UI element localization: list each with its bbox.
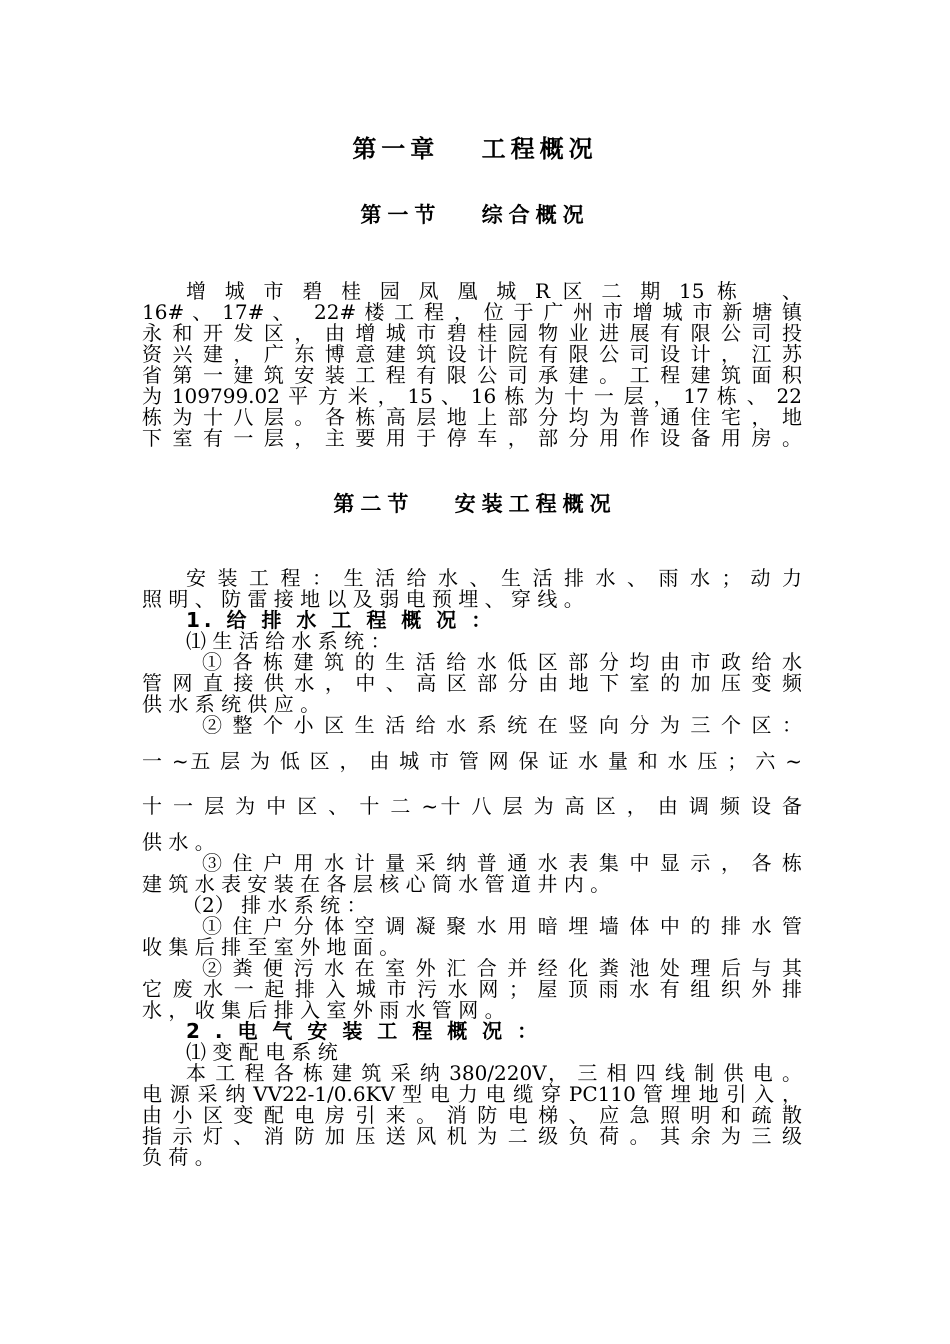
text-line: 指 示 灯 、 消 防 加 压 送 风 机 为 二 级 负 荷 。 其 余 为 三 级 — [142, 1124, 802, 1148]
drainage-heading: （2） 排 水 系 统 ： — [182, 893, 367, 917]
text-line: 负 荷 。 — [142, 1145, 215, 1169]
section-1-title: 第一节 综合概况 — [360, 203, 590, 227]
text-line: 收 集 后 排 至 室 外 地 面 。 — [142, 935, 400, 959]
text-line: ① 住 户 分 体 空 调 凝 聚 水 用 暗 埋 墙 体 中 的 排 水 管 — [202, 914, 802, 938]
text-line: 管 网 直 接 供 水 ， 中 、 高 区 部 分 由 地 下 室 的 加 压 变 频 — [142, 671, 802, 695]
section-2-body — [142, 568, 802, 1168]
text-line: 电 源 采 纳 VV22-1/0.6KV 型 电 力 电 缆 穿 PC110 管 埋 地 引 入 ， — [142, 1082, 802, 1106]
text-line: 安 装 工 程 ： 生 活 给 水 、 生 活 排 水 、 雨 水 ； 动 力 — [186, 566, 802, 590]
power-heading: ⑴ 变 配 电 系 统 — [186, 1040, 338, 1064]
text-line: 水 ， 收 集 后 排 入 室 外 雨 水 管 网 。 — [142, 998, 505, 1022]
text-line: 资 兴 建 ， 广 东 博 意 建 筑 设 计 院 有 限 公 司 设 计 ， 江 苏 — [142, 342, 802, 366]
text-line: 照 明 、 防 雷 接 地 以 及 弱 电 预 埋 、 穿 线 。 — [142, 587, 584, 611]
text-line: 增 城 市 碧 桂 园 凤 凰 城 R 区 二 期 15 栋 、 — [186, 279, 802, 303]
text-line: 永 和 开 发 区 ， 由 增 城 市 碧 桂 园 物 业 进 展 有 限 公 司 投 — [142, 321, 802, 345]
text-line: 十 一 层 为 中 区 、 十 二 ~十 八 层 为 高 区 ， 由 调 频 设 备 — [142, 794, 802, 818]
section-1-body — [142, 281, 802, 449]
water-heading: 1. 给 排 水 工 程 概 况 ： — [186, 608, 496, 632]
text-line: ① 各 栋 建 筑 的 生 活 给 水 低 区 部 分 均 由 市 政 给 水 — [202, 650, 802, 674]
water-supply-heading: ⑴ 生 活 给 水 系 统 ： — [186, 629, 391, 653]
text-line: 为 109799.02 平 方 米 ， 15 、 16 栋 为 十 一 层 ， 17 栋 、 22 — [142, 384, 802, 408]
text-line: 一 ~五 层 为 低 区 ， 由 城 市 管 网 保 证 水 量 和 水 压 ； 六 ~ — [142, 749, 802, 773]
text-line: 建 筑 水 表 安 装 在 各 层 核 心 筒 水 管 道 井 内 。 — [142, 872, 611, 896]
text-line: 它 废 水 一 起 排 入 城 市 污 水 网 ； 屋 顶 雨 水 有 组 织 外 排 — [142, 977, 802, 1001]
text-line: 由 小 区 变 配 电 房 引 来 。 消 防 电 梯 、 应 急 照 明 和 疏 散 — [142, 1103, 802, 1127]
text-line: ② 粪 便 污 水 在 室 外 汇 合 并 经 化 粪 池 处 理 后 与 其 — [202, 956, 802, 980]
text-line: ③ 住 户 用 水 计 量 采 纳 普 通 水 表 集 中 显 示 ， 各 栋 — [202, 851, 802, 875]
text-line: 供 水 。 — [142, 830, 215, 854]
chapter-title: 第一章 工程概况 — [352, 135, 598, 163]
text-line: 省 第 一 建 筑 安 装 工 程 有 限 公 司 承 建 。 工 程 建 筑 面 积 — [142, 363, 802, 387]
section-2-title: 第二节 安装工程概况 — [333, 492, 617, 516]
text-line: ② 整 个 小 区 生 活 给 水 系 统 在 竖 向 分 为 三 个 区 ： — [202, 713, 802, 737]
text-line: 供 水 系 统 供 应 。 — [142, 692, 321, 716]
text-line: 栋 为 十 八 层 。 各 栋 高 层 地 上 部 分 均 为 普 通 住 宅 ， 地 — [142, 405, 802, 429]
text-line: 下 室 有 一 层 ， 主 要 用 于 停 车 ， 部 分 用 作 设 备 用 房 。 — [142, 426, 802, 450]
electric-heading: 2 . 电 气 安 装 工 程 概 况 ： — [186, 1019, 542, 1043]
text-line: 16# 、 17# 、 22# 楼 工 程 ， 位 于 广 州 市 增 城 市 新 塘 镇 — [142, 300, 802, 324]
text-line: 本 工 程 各 栋 建 筑 采 纳 380/220V， 三 相 四 线 制 供 电 。 — [186, 1061, 802, 1085]
